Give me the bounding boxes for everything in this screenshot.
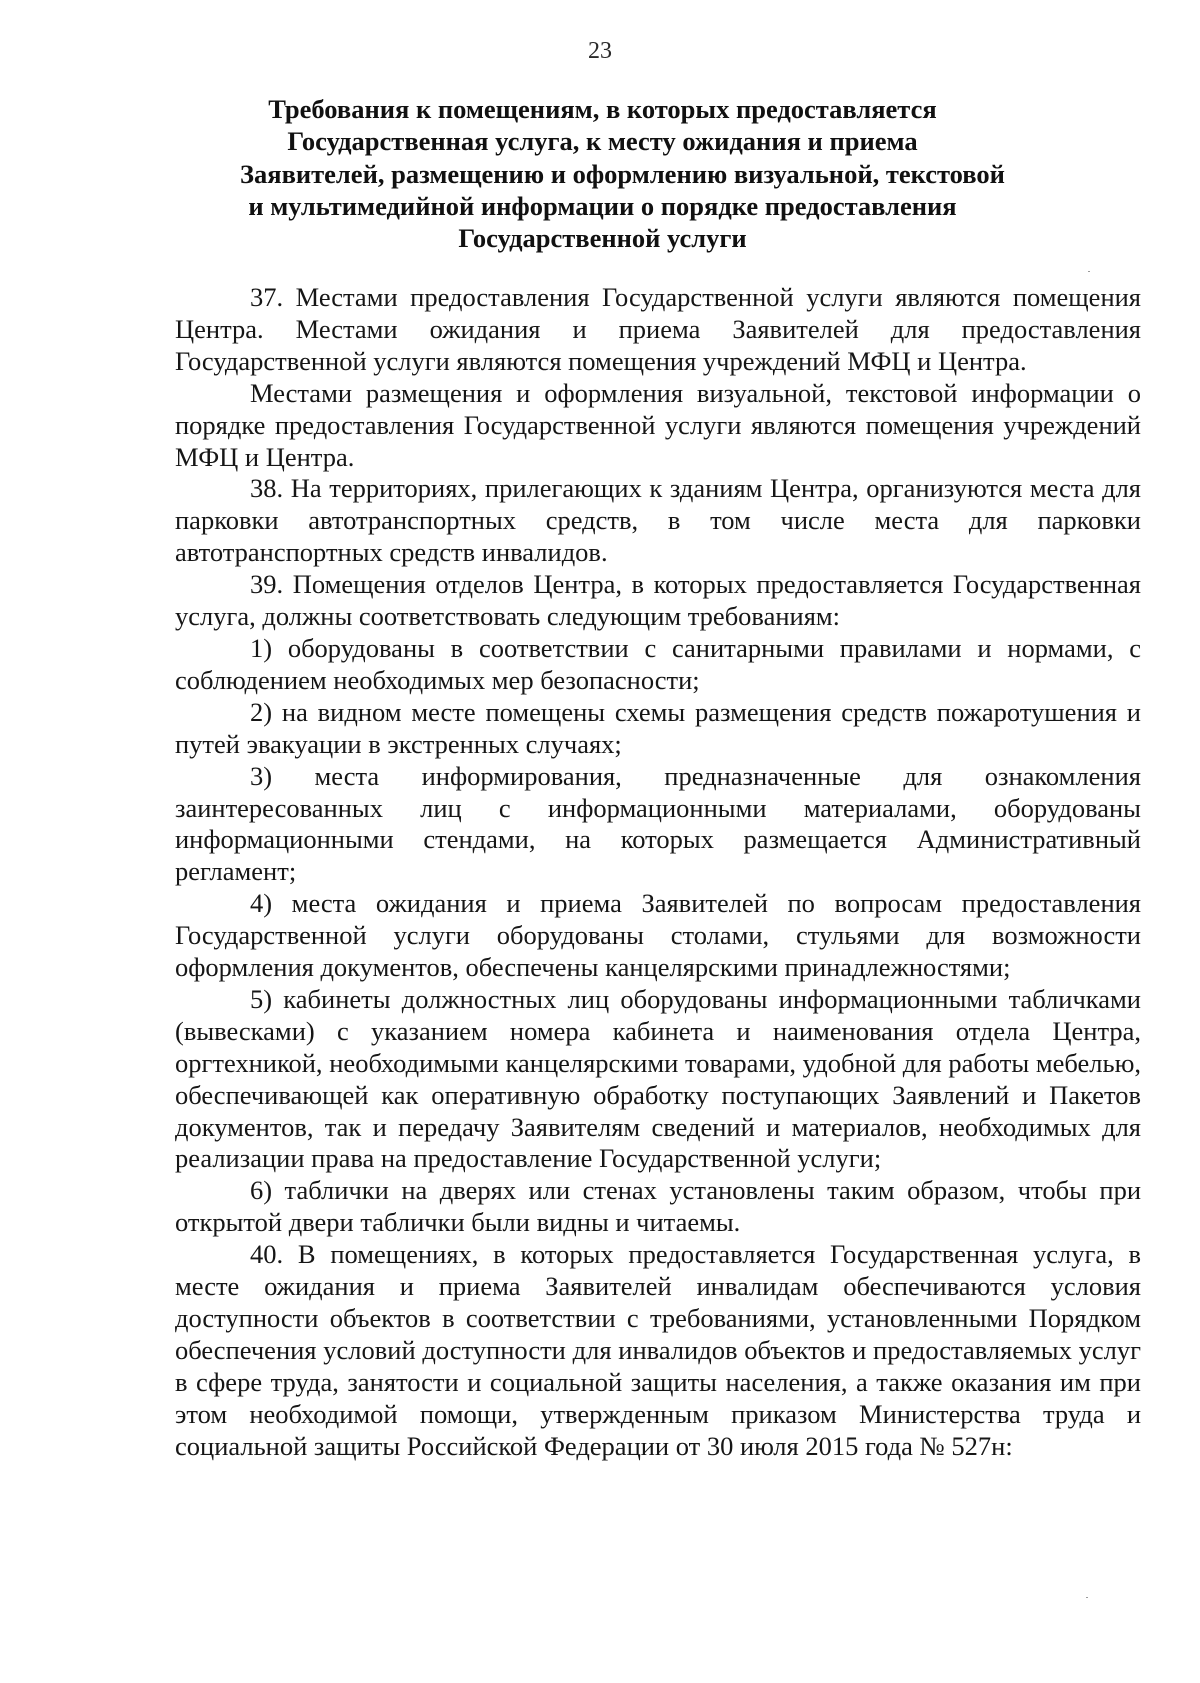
heading-line: Государственной услуги <box>458 223 747 254</box>
heading-line: Государственная услуга, к месту ожидания и приема <box>287 126 918 157</box>
list-item-3: 3) места информирования, предназначенные для ознакомления заинтересованных лиц с информационными материалами, оборудованы информационными стендами, на которых размещается Административный регламент; <box>175 760 1141 887</box>
list-item-6: 6) таблички на дверях или стенах установлены таким образом, чтобы при открытой двери таблички были видны и читаемы. <box>175 1175 1141 1238</box>
list-item-4: 4) места ожидания и приема Заявителей по вопросам предоставления Государственной услуги оборудованы столами, стульями для возможности оформления документов, обеспечены канцелярскими принадлежностями; <box>175 888 1141 983</box>
list-item-5: 5) кабинеты должностных лиц оборудованы информационными табличками (вывесками) с указанием номера кабинета и наименования отдела Центра, оргтехникой, необходимыми канцелярскими товарами, удобной для работы мебелью, обеспечивающей как оперативную обработку поступающих Заявлений и Пакетов документов, так и передачу Заявителям сведений и материалов, необходимых для реализации права на предоставление Государственной услуги; <box>175 983 1141 1174</box>
list-item-1: 1) оборудованы в соответствии с санитарными правилами и нормами, с соблюдением необходимых мер безопасности; <box>175 632 1141 695</box>
paragraph-item-40: 40. В помещениях, в которых предоставляется Государственная услуга, в месте ожидания и приема Заявителей инвалидам обеспечиваются условия доступности объектов в соответствии с требованиями, установленными Порядком обеспечения условий доступности для инвалидов объектов и предоставляемых услуг в сфере труда, занятости и социальной защиты населения, а также оказания им при этом необходимой помощи, утвержденным приказом Министерства труда и социальной защиты Российской Федерации от 30 июля 2015 года № 527н: <box>175 1239 1141 1461</box>
heading-line: Заявителей, размещению и оформлению визуальной, текстовой <box>240 158 1005 189</box>
paragraph-info-placement: Местами размещения и оформления визуальной, текстовой информации о порядке предоставления Государственной услуги являются помещения учреждений МФЦ и Центра. <box>175 377 1141 472</box>
scan-speck <box>1088 271 1090 272</box>
list-item-2: 2) на видном месте помещены схемы размещения средств пожаротушения и путей эвакуации в экстренных случаях; <box>175 696 1141 759</box>
document-body <box>175 282 1141 1463</box>
paragraph-item-38: 38. На территориях, прилегающих к зданиям Центра, организуются места для парковки автотранспортных средств, в том числе места для парковки автотранспортных средств инвалидов. <box>175 473 1141 568</box>
heading-line: и мультимедийной информации о порядке предоставления <box>248 190 957 221</box>
heading-line: Требования к помещениям, в которых предоставляется <box>268 94 937 124</box>
paragraph-item-39: 39. Помещения отделов Центра, в которых предоставляется Государственная услуга, должны соответствовать следующим требованиям: <box>175 569 1141 632</box>
section-heading <box>240 93 1005 254</box>
scan-speck <box>1086 1597 1088 1598</box>
page-number: 23 <box>588 38 612 64</box>
paragraph-item-37: 37. Местами предоставления Государственной услуги являются помещения Центра. Местами ожидания и приема Заявителей для предоставления Государственной услуги являются помещения учреждений МФЦ и Центра. <box>175 282 1141 376</box>
